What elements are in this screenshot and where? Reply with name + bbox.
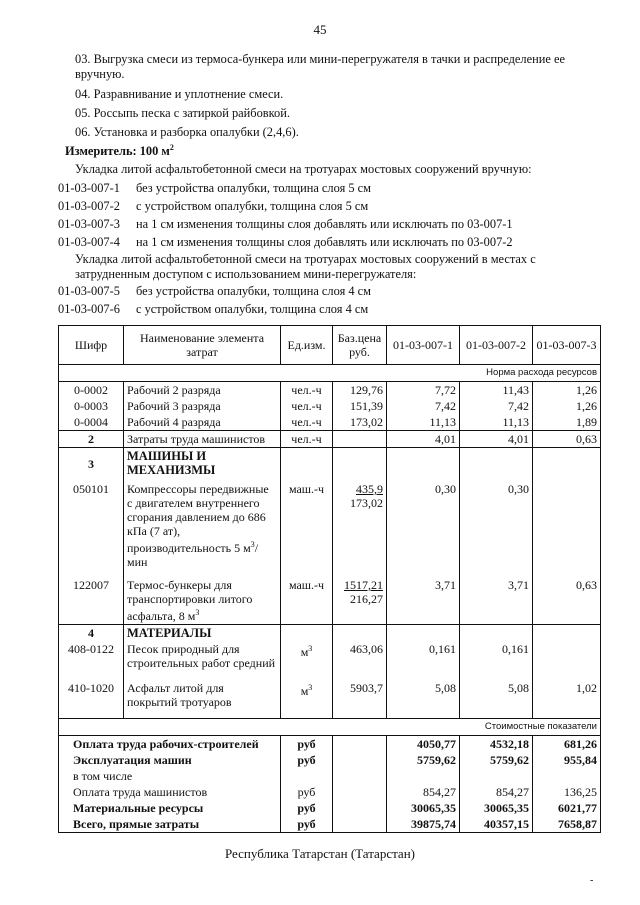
row-unit-sup: 3 xyxy=(308,683,313,692)
page-footer: Республика Татарстан (Татарстан) xyxy=(225,846,415,861)
row-unit: маш.-ч xyxy=(281,478,333,570)
group1-item xyxy=(58,235,513,250)
row-v1: 7,72 xyxy=(387,382,460,399)
row-name: Асфальт литой для покрытий тротуаров xyxy=(124,671,281,710)
row-name: Рабочий 4 разряда xyxy=(124,414,281,431)
table-row xyxy=(59,641,601,671)
row-v2: 0,30 xyxy=(460,478,533,570)
row-price: 5903,7 xyxy=(333,671,387,710)
header-unit: Ед.изм. xyxy=(281,326,333,365)
group2-title: Укладка литой асфальтобетонной смеси на тротуарах мостовых сооружений в местах с затрудненным доступом с использованием мини-перегружателя: xyxy=(75,252,536,281)
measure-unit xyxy=(65,143,174,159)
total-row xyxy=(59,768,601,784)
group2-item-code: 01-03-007-5 xyxy=(58,284,120,298)
row-code: 408-0122 xyxy=(59,641,124,671)
group1-item-text: на 1 см изменения толщины слоя добавлять или исключать по 03-007-1 xyxy=(136,217,513,231)
section-v3: 0,63 xyxy=(533,431,601,448)
row-price: 151,39 xyxy=(333,398,387,414)
table-row xyxy=(59,414,601,431)
total-unit: руб xyxy=(281,816,333,833)
row-price-sub: 173,02 xyxy=(350,496,383,510)
total-row xyxy=(59,752,601,768)
group1-item-text: без устройства опалубки, толщина слоя 5 см xyxy=(136,181,372,195)
total-v1: 5759,62 xyxy=(387,752,460,768)
group1-item xyxy=(58,181,371,196)
table-row xyxy=(59,671,601,710)
group1-item xyxy=(58,199,368,214)
row-v1: 0,30 xyxy=(387,478,460,570)
row-v3: 1,26 xyxy=(533,398,601,414)
step-03: 03. Выгрузка смеси из термоса-бункера или мини-перегружателя в тачки и распределение ее вручную. xyxy=(75,52,565,81)
total-v2: 4532,18 xyxy=(460,736,533,753)
section-unit: чел.-ч xyxy=(281,431,333,448)
section-num: 2 xyxy=(59,431,124,448)
row-name: Песок природный для строительных работ средний xyxy=(124,641,281,671)
section-row xyxy=(59,431,601,448)
total-v1: 4050,77 xyxy=(387,736,460,753)
section-row xyxy=(59,625,601,642)
measure-sup: 2 xyxy=(169,143,174,152)
group2-item xyxy=(58,284,371,299)
total-row xyxy=(59,816,601,833)
row-price-main: 1517,21 xyxy=(344,578,383,592)
row-price-main: 435,9 xyxy=(356,482,383,496)
row-unit: чел.-ч xyxy=(281,398,333,414)
table-row xyxy=(59,478,601,570)
total-v3: 681,26 xyxy=(533,736,601,753)
total-v3: 6021,77 xyxy=(533,800,601,816)
row-v3 xyxy=(533,478,601,570)
row-v1: 7,42 xyxy=(387,398,460,414)
row-code: 0-0004 xyxy=(59,414,124,431)
row-v2: 5,08 xyxy=(460,671,533,710)
total-row xyxy=(59,736,601,753)
total-v1: 39875,74 xyxy=(387,816,460,833)
group1-item-code: 01-03-007-4 xyxy=(58,235,120,249)
section-v1: 4,01 xyxy=(387,431,460,448)
footer-mark: - xyxy=(590,875,594,886)
total-name: Оплата труда машинистов xyxy=(59,784,281,800)
total-v3: 7658,87 xyxy=(533,816,601,833)
row-v1: 3,71 xyxy=(387,570,460,625)
header-col1: 01-03-007-1 xyxy=(387,326,460,365)
row-name-sup: 3 xyxy=(250,540,255,549)
header-col3: 01-03-007-3 xyxy=(533,326,601,365)
total-v3: 955,84 xyxy=(533,752,601,768)
row-name: Рабочий 3 разряда xyxy=(124,398,281,414)
total-name: Всего, прямые затраты xyxy=(59,816,281,833)
cost-label: Стоимостные показатели xyxy=(59,719,601,736)
group1-item-code: 01-03-007-3 xyxy=(58,217,120,231)
row-price: 463,06 xyxy=(333,641,387,671)
row-name-tail: /мин xyxy=(127,541,259,569)
total-name: в том числе xyxy=(59,768,281,784)
row-v2: 11,13 xyxy=(460,414,533,431)
table-row xyxy=(59,382,601,399)
group2-item-text: без устройства опалубки, толщина слоя 4 см xyxy=(136,284,372,298)
table-row xyxy=(59,570,601,625)
row-unit-text: м xyxy=(300,645,309,659)
total-v1: 854,27 xyxy=(387,784,460,800)
group1-item-code: 01-03-007-1 xyxy=(58,181,120,195)
step-05: 05. Россыпь песка с затиркой райбовкой. xyxy=(75,106,290,120)
row-unit xyxy=(281,641,333,671)
total-unit: руб xyxy=(281,784,333,800)
total-unit: руб xyxy=(281,800,333,816)
total-name: Эксплуатация машин xyxy=(59,752,281,768)
row-unit: чел.-ч xyxy=(281,382,333,399)
table-row xyxy=(59,398,601,414)
row-price: 173,02 xyxy=(333,414,387,431)
row-name: Рабочий 2 разряда xyxy=(124,382,281,399)
section-name: МАШИНЫ И МЕХАНИЗМЫ xyxy=(124,448,281,479)
page-number: 45 xyxy=(313,22,327,37)
row-v3: 1,02 xyxy=(533,671,601,710)
total-unit: руб xyxy=(281,736,333,753)
row-name xyxy=(124,570,281,625)
section-v2: 4,01 xyxy=(460,431,533,448)
measure-label: Измеритель: 100 м xyxy=(65,144,170,159)
total-v2: 40357,15 xyxy=(460,816,533,833)
group1-item-code: 01-03-007-2 xyxy=(58,199,120,213)
section-row xyxy=(59,448,601,479)
group2-item-text: с устройством опалубки, толщина слоя 4 см xyxy=(136,302,369,316)
row-unit: маш.-ч xyxy=(281,570,333,625)
row-price: 129,76 xyxy=(333,382,387,399)
row-v3: 0,63 xyxy=(533,570,601,625)
group1-item-text: с устройством опалубки, толщина слоя 5 см xyxy=(136,199,369,213)
header-name: Наименование элемента затрат xyxy=(124,326,281,365)
group1-title: Укладка литой асфальтобетонной смеси на тротуарах мостовых сооружений вручную: xyxy=(75,162,532,176)
total-v2: 30065,35 xyxy=(460,800,533,816)
row-unit: чел.-ч xyxy=(281,414,333,431)
header-col2: 01-03-007-2 xyxy=(460,326,533,365)
row-v3: 1,26 xyxy=(533,382,601,399)
total-v3: 136,25 xyxy=(533,784,601,800)
row-v2: 0,161 xyxy=(460,641,533,671)
row-v3: 1,89 xyxy=(533,414,601,431)
row-name-sup: 3 xyxy=(195,608,200,617)
row-unit xyxy=(281,671,333,710)
group1-item-text: на 1 см изменения толщины слоя добавлять или исключать по 03-007-2 xyxy=(136,235,513,249)
norm-label: Норма расхода ресурсов xyxy=(59,365,601,382)
total-unit: руб xyxy=(281,752,333,768)
total-v1: 30065,35 xyxy=(387,800,460,816)
row-unit-sup: 3 xyxy=(308,644,313,653)
total-row xyxy=(59,800,601,816)
row-v1: 0,161 xyxy=(387,641,460,671)
step-06: 06. Установка и разборка опалубки (2,4,6). xyxy=(75,125,299,139)
row-name-text: Компрессоры передвижные с двигателем внутреннего сгорания давлением до 686 кПа (7 ат), производительность 5 м xyxy=(127,482,269,555)
row-v2: 11,43 xyxy=(460,382,533,399)
row-code: 0-0002 xyxy=(59,382,124,399)
resource-table xyxy=(58,325,601,833)
step-04: 04. Разравнивание и уплотнение смеси. xyxy=(75,87,284,101)
row-code: 050101 xyxy=(59,478,124,570)
header-code: Шифр xyxy=(59,326,124,365)
row-v2: 7,42 xyxy=(460,398,533,414)
row-v3 xyxy=(533,641,601,671)
row-unit-text: м xyxy=(300,684,309,698)
total-v2: 5759,62 xyxy=(460,752,533,768)
row-code: 410-1020 xyxy=(59,671,124,710)
group1-item xyxy=(58,217,513,232)
row-v2: 3,71 xyxy=(460,570,533,625)
row-price-sub: 216,27 xyxy=(350,592,383,606)
row-v1: 11,13 xyxy=(387,414,460,431)
total-v2: 854,27 xyxy=(460,784,533,800)
section-name: Затраты труда машинистов xyxy=(124,431,281,448)
row-price xyxy=(333,478,387,570)
row-v1: 5,08 xyxy=(387,671,460,710)
row-name xyxy=(124,478,281,570)
row-price xyxy=(333,570,387,625)
section-num: 3 xyxy=(59,448,124,479)
row-name-text: Термос-бункеры для транспортировки литого асфальта, 8 м xyxy=(127,578,253,623)
header-price: Баз.цена руб. xyxy=(333,326,387,365)
total-row xyxy=(59,784,601,800)
section-name: МАТЕРИАЛЫ xyxy=(124,625,281,642)
total-name: Оплата труда рабочих-строителей xyxy=(59,736,281,753)
section-num: 4 xyxy=(59,625,124,642)
group2-item xyxy=(58,302,368,317)
row-code: 122007 xyxy=(59,570,124,625)
row-code: 0-0003 xyxy=(59,398,124,414)
total-name: Материальные ресурсы xyxy=(59,800,281,816)
group2-item-code: 01-03-007-6 xyxy=(58,302,120,316)
